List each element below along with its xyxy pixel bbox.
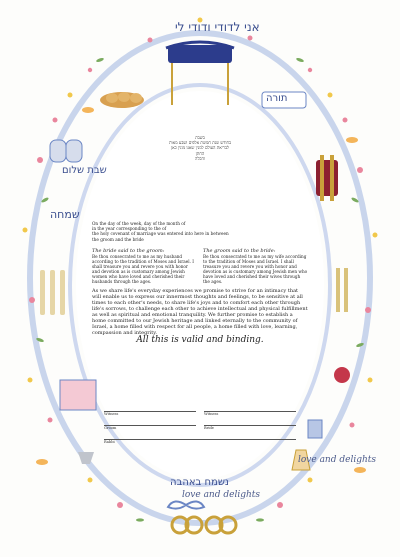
signature-label: Witness <box>104 412 119 416</box>
top-hebrew-verse: אני לדודי ודודי לי <box>175 20 260 34</box>
signature-label: Groom <box>104 426 117 430</box>
hebrew-line: החתן <box>195 150 205 156</box>
challah-illustration <box>100 92 144 108</box>
rabbi-signature-line[interactable] <box>104 433 296 444</box>
pomegranate-illustration <box>334 367 350 383</box>
year-line: in the year corresponding to the of <box>92 226 167 232</box>
sheaf-illustration <box>336 268 348 312</box>
torah-scroll-illustration <box>316 155 338 201</box>
hebrew-header <box>92 135 308 161</box>
hebrew-line: בשבת <box>195 135 205 140</box>
torah-label: תורה <box>266 93 288 104</box>
valid-binding-line: All this is valid and binding. <box>136 334 264 345</box>
groom-vow-title: The groom said to the bride: <box>203 247 276 254</box>
bride-vow-text: Be thou consecrated to me as my husband according to the tradition of Moses and Israel. I shall treasure you and revere you with honor and devotion as is customary among Jewish women who have loved and cherished their husbands through the ages. <box>92 253 194 284</box>
left-lower-hebrew: שמחה <box>50 208 80 221</box>
vows-columns <box>92 245 308 284</box>
lantern-illustration <box>308 420 322 438</box>
shofar-illustration <box>40 270 65 315</box>
closing-paragraph: As we share life's everyday experiences we promise to strive for an intimacy that will enable us to express our innermost thoughts and feelings, to be sensitive at all times to each other's needs, to share life's joys and to comfort each other through life's sorrows, to challenge each other to achieve intellectual and physical fulfillment as well as spiritual and emotional tranquility. We further promise to establish a home committed to our Jewish heritage and linked eternally to the community of Israel, a home filled with respect for all people, a home filled with love, learning, compassion and integrity. <box>92 287 308 336</box>
bride-vow-column <box>92 245 197 284</box>
signature-area <box>100 405 300 447</box>
tablets-illustration <box>50 140 82 162</box>
bottom-script-text: love and delights <box>182 490 260 500</box>
ketubah-text-block <box>92 135 308 445</box>
hebrew-line: לבריאת העולם למנין שאנו מונין כאן <box>171 145 229 151</box>
signature-label: Witness <box>204 412 219 416</box>
left-hebrew-word: שבת שלום <box>62 165 107 176</box>
left-picture-box <box>60 380 96 410</box>
covenant-line: the holy covenant of marriage was entered into here in between <box>92 231 229 237</box>
groom-signature-line[interactable] <box>104 419 196 430</box>
signature-label: Rabbi <box>104 440 115 444</box>
right-script-text: love and delights <box>298 455 376 465</box>
ribbon-bow <box>168 501 204 508</box>
groom-bride-line: the groom and the bride <box>92 236 144 242</box>
english-date-block <box>92 221 308 242</box>
witness-signature-line[interactable] <box>204 405 296 416</box>
hebrew-line: בחודש שנת חמשת אלפים ושבע מאות <box>169 140 231 146</box>
date-line: On the day of the week, day of the month of <box>92 221 186 227</box>
groom-vow-column <box>203 245 308 284</box>
hebrew-line: והכלה <box>195 155 205 161</box>
groom-vow-text: Be thou consecrated to me as my wife according to the tradition of Moses and Israel. I shall treasure you and revere you with honor and devotion as is customary among Jewish men who have loved and cherished their wives through the ages. <box>203 253 308 284</box>
signature-label: Bride <box>204 426 214 430</box>
witness-signature-line[interactable] <box>104 405 196 416</box>
bride-vow-title: The bride said to the groom: <box>92 247 165 254</box>
bottom-hebrew-word: נשמח באהבה <box>170 477 229 488</box>
bride-signature-line[interactable] <box>204 419 296 430</box>
